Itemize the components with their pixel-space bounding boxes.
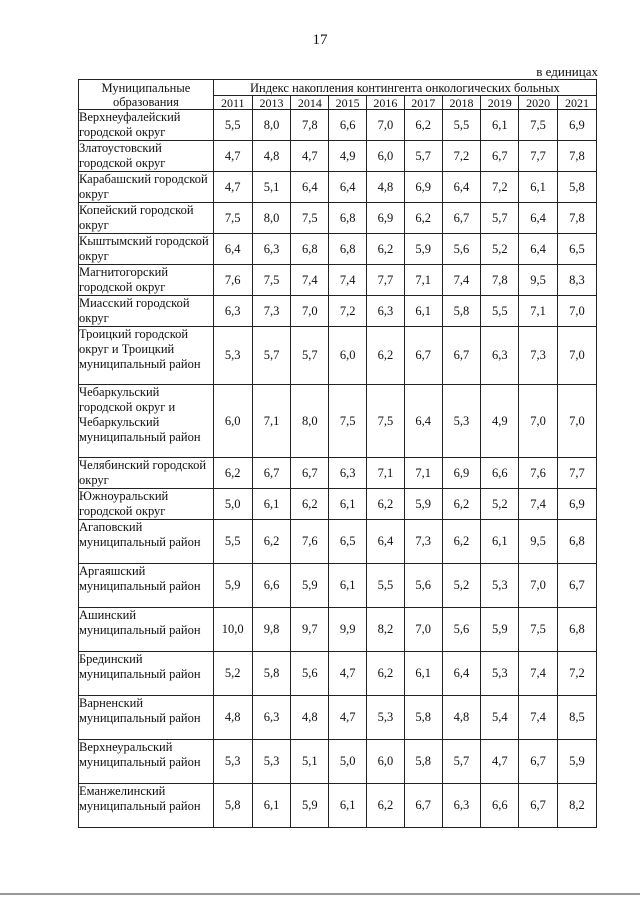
index-value: 4,9	[329, 141, 367, 172]
index-value: 6,8	[291, 234, 329, 265]
header-year: 2021	[557, 96, 596, 110]
index-value: 6,1	[252, 489, 291, 520]
table-row	[79, 652, 597, 696]
index-value: 5,0	[329, 740, 367, 784]
index-value: 6,3	[481, 327, 519, 385]
municipality-name: Кыштымский городской округ	[79, 234, 214, 265]
index-value: 6,8	[557, 520, 596, 564]
index-value: 7,0	[404, 608, 442, 652]
header-year: 2019	[481, 96, 519, 110]
index-value: 6,2	[367, 784, 405, 828]
index-value: 7,7	[557, 458, 596, 489]
index-value: 6,2	[252, 520, 291, 564]
index-value: 7,8	[557, 203, 596, 234]
table-row	[79, 234, 597, 265]
oncology-index-table	[78, 79, 597, 828]
municipality-name: Еманжелинский муниципальный район	[79, 784, 214, 828]
index-value: 6,2	[367, 652, 405, 696]
index-value: 4,8	[291, 696, 329, 740]
index-value: 7,7	[519, 141, 558, 172]
index-value: 5,6	[291, 652, 329, 696]
table-row	[79, 489, 597, 520]
index-value: 8,2	[557, 784, 596, 828]
index-value: 8,0	[252, 110, 291, 141]
index-value: 6,2	[291, 489, 329, 520]
index-value: 10,0	[213, 608, 252, 652]
index-value: 6,2	[367, 327, 405, 385]
index-value: 5,9	[213, 564, 252, 608]
table-row	[79, 458, 597, 489]
municipality-name: Карабашский городской округ	[79, 172, 214, 203]
index-value: 5,7	[481, 203, 519, 234]
index-value: 6,8	[557, 608, 596, 652]
index-value: 7,5	[252, 265, 291, 296]
index-value: 9,7	[291, 608, 329, 652]
table-row	[79, 696, 597, 740]
index-value: 6,7	[519, 784, 558, 828]
index-value: 6,0	[213, 385, 252, 458]
index-value: 6,8	[329, 203, 367, 234]
index-value: 7,6	[519, 458, 558, 489]
table-row	[79, 110, 597, 141]
index-value: 4,8	[213, 696, 252, 740]
index-value: 5,3	[481, 652, 519, 696]
index-value: 6,4	[291, 172, 329, 203]
index-value: 7,1	[252, 385, 291, 458]
index-value: 5,5	[213, 110, 252, 141]
municipality-name: Чебаркульский городской округ и Чебаркульский муниципальный район	[79, 385, 214, 458]
header-year: 2018	[442, 96, 481, 110]
index-value: 7,2	[442, 141, 481, 172]
index-value: 5,9	[291, 784, 329, 828]
index-value: 6,9	[442, 458, 481, 489]
index-value: 6,4	[367, 520, 405, 564]
index-value: 6,0	[367, 740, 405, 784]
index-value: 6,4	[519, 203, 558, 234]
index-value: 8,3	[557, 265, 596, 296]
municipality-name: Аргаяшский муниципальный район	[79, 564, 214, 608]
table-row	[79, 327, 597, 385]
index-value: 7,1	[404, 458, 442, 489]
index-value: 7,0	[557, 385, 596, 458]
index-value: 5,5	[442, 110, 481, 141]
index-value: 5,6	[442, 608, 481, 652]
index-value: 5,8	[442, 296, 481, 327]
table-body	[79, 110, 597, 828]
index-value: 6,1	[519, 172, 558, 203]
index-value: 7,5	[213, 203, 252, 234]
table-row	[79, 784, 597, 828]
index-value: 5,3	[442, 385, 481, 458]
index-value: 5,7	[404, 141, 442, 172]
index-value: 6,3	[442, 784, 481, 828]
index-value: 7,1	[519, 296, 558, 327]
header-index: Индекс накопления контингента онкологических больных	[213, 80, 596, 96]
index-value: 5,2	[442, 564, 481, 608]
table-row	[79, 265, 597, 296]
municipality-name: Брединский муниципальный район	[79, 652, 214, 696]
index-value: 6,6	[481, 784, 519, 828]
header-year: 2011	[213, 96, 252, 110]
index-value: 5,8	[404, 740, 442, 784]
index-value: 4,9	[481, 385, 519, 458]
index-value: 6,7	[404, 784, 442, 828]
index-value: 7,4	[519, 696, 558, 740]
municipality-name: Верхнеуфалейский городской округ	[79, 110, 214, 141]
index-value: 6,1	[329, 564, 367, 608]
index-value: 6,7	[442, 203, 481, 234]
index-value: 6,2	[213, 458, 252, 489]
index-value: 5,3	[252, 740, 291, 784]
header-municipality: Муниципальные образования	[79, 80, 214, 110]
index-value: 9,5	[519, 520, 558, 564]
index-value: 6,5	[557, 234, 596, 265]
index-value: 8,5	[557, 696, 596, 740]
index-value: 6,2	[404, 203, 442, 234]
index-value: 6,9	[404, 172, 442, 203]
municipality-name: Ашинский муниципальный район	[79, 608, 214, 652]
index-value: 6,7	[481, 141, 519, 172]
index-value: 5,4	[481, 696, 519, 740]
index-value: 6,7	[252, 458, 291, 489]
municipality-name: Магнитогорский городской округ	[79, 265, 214, 296]
units-label: в единицах	[536, 64, 598, 79]
index-value: 7,4	[329, 265, 367, 296]
index-value: 4,7	[291, 141, 329, 172]
header-year: 2016	[367, 96, 405, 110]
index-value: 7,4	[291, 265, 329, 296]
index-value: 5,9	[291, 564, 329, 608]
table-row	[79, 203, 597, 234]
index-value: 5,9	[404, 234, 442, 265]
index-value: 5,9	[481, 608, 519, 652]
index-value: 7,5	[329, 385, 367, 458]
index-value: 7,0	[519, 564, 558, 608]
index-value: 5,7	[252, 327, 291, 385]
index-value: 6,7	[404, 327, 442, 385]
index-value: 6,3	[252, 696, 291, 740]
municipality-name: Копейский городской округ	[79, 203, 214, 234]
table-row	[79, 385, 597, 458]
index-value: 8,0	[252, 203, 291, 234]
index-value: 4,7	[329, 652, 367, 696]
index-value: 7,0	[291, 296, 329, 327]
table-row	[79, 740, 597, 784]
table-row	[79, 296, 597, 327]
index-value: 7,6	[291, 520, 329, 564]
index-value: 6,8	[329, 234, 367, 265]
municipality-name: Троицкий городской округ и Троицкий муниципальный район	[79, 327, 214, 385]
index-value: 7,0	[557, 327, 596, 385]
municipality-name: Миасский городской округ	[79, 296, 214, 327]
index-value: 5,3	[213, 327, 252, 385]
index-value: 6,2	[404, 110, 442, 141]
index-value: 8,0	[291, 385, 329, 458]
index-value: 6,3	[367, 296, 405, 327]
index-value: 4,8	[252, 141, 291, 172]
index-value: 7,5	[519, 608, 558, 652]
index-value: 7,1	[367, 458, 405, 489]
page-number: 17	[312, 32, 328, 48]
index-value: 7,7	[367, 265, 405, 296]
header-year: 2013	[252, 96, 291, 110]
index-value: 4,7	[213, 141, 252, 172]
header-year: 2014	[291, 96, 329, 110]
index-value: 9,5	[519, 265, 558, 296]
index-value: 7,0	[519, 385, 558, 458]
index-value: 4,8	[442, 696, 481, 740]
index-value: 7,4	[442, 265, 481, 296]
index-value: 7,4	[519, 489, 558, 520]
index-value: 4,7	[481, 740, 519, 784]
municipality-name: Южноуральский городской округ	[79, 489, 214, 520]
index-value: 7,8	[557, 141, 596, 172]
index-value: 6,2	[442, 520, 481, 564]
index-value: 5,7	[291, 327, 329, 385]
index-value: 7,5	[519, 110, 558, 141]
index-value: 6,3	[329, 458, 367, 489]
index-value: 6,0	[367, 141, 405, 172]
index-value: 7,5	[367, 385, 405, 458]
index-value: 6,9	[557, 489, 596, 520]
index-value: 6,2	[442, 489, 481, 520]
index-value: 5,8	[404, 696, 442, 740]
index-value: 5,6	[404, 564, 442, 608]
index-value: 7,1	[404, 265, 442, 296]
footer-divider	[0, 893, 640, 895]
index-value: 6,7	[557, 564, 596, 608]
index-value: 7,3	[404, 520, 442, 564]
index-value: 9,9	[329, 608, 367, 652]
table-row	[79, 520, 597, 564]
index-value: 9,8	[252, 608, 291, 652]
index-value: 6,7	[519, 740, 558, 784]
header-year: 2017	[404, 96, 442, 110]
index-value: 6,1	[481, 520, 519, 564]
index-value: 5,0	[213, 489, 252, 520]
index-value: 6,7	[291, 458, 329, 489]
index-value: 7,2	[557, 652, 596, 696]
index-value: 6,1	[404, 296, 442, 327]
index-value: 6,6	[329, 110, 367, 141]
index-value: 6,6	[252, 564, 291, 608]
index-value: 5,5	[213, 520, 252, 564]
index-value: 5,2	[213, 652, 252, 696]
table-row	[79, 608, 597, 652]
index-value: 6,0	[329, 327, 367, 385]
index-value: 4,7	[329, 696, 367, 740]
index-value: 6,4	[404, 385, 442, 458]
index-value: 5,8	[213, 784, 252, 828]
index-value: 7,5	[291, 203, 329, 234]
index-value: 5,3	[213, 740, 252, 784]
index-value: 5,3	[481, 564, 519, 608]
index-value: 6,9	[367, 203, 405, 234]
index-value: 7,8	[291, 110, 329, 141]
table-row	[79, 141, 597, 172]
index-value: 7,6	[213, 265, 252, 296]
index-value: 5,3	[367, 696, 405, 740]
index-value: 5,2	[481, 489, 519, 520]
index-value: 5,8	[252, 652, 291, 696]
table-row	[79, 564, 597, 608]
municipality-name: Верхнеуральский муниципальный район	[79, 740, 214, 784]
index-value: 4,8	[367, 172, 405, 203]
index-value: 7,3	[519, 327, 558, 385]
index-value: 6,7	[442, 327, 481, 385]
index-value: 5,1	[291, 740, 329, 784]
index-value: 6,1	[404, 652, 442, 696]
index-value: 6,4	[213, 234, 252, 265]
index-value: 7,2	[481, 172, 519, 203]
index-value: 4,7	[213, 172, 252, 203]
municipality-name: Челябинский городской округ	[79, 458, 214, 489]
table-row	[79, 172, 597, 203]
index-value: 7,3	[252, 296, 291, 327]
index-value: 5,7	[442, 740, 481, 784]
index-value: 6,1	[329, 489, 367, 520]
index-value: 6,1	[329, 784, 367, 828]
index-value: 5,9	[404, 489, 442, 520]
municipality-name: Агаповский муниципальный район	[79, 520, 214, 564]
index-value: 5,5	[367, 564, 405, 608]
index-value: 5,2	[481, 234, 519, 265]
index-value: 6,1	[252, 784, 291, 828]
index-value: 6,9	[557, 110, 596, 141]
index-value: 6,2	[367, 234, 405, 265]
index-value: 5,9	[557, 740, 596, 784]
index-value: 5,1	[252, 172, 291, 203]
index-value: 5,5	[481, 296, 519, 327]
municipality-name: Златоустовский городской округ	[79, 141, 214, 172]
index-value: 5,8	[557, 172, 596, 203]
index-value: 7,4	[519, 652, 558, 696]
index-value: 6,6	[481, 458, 519, 489]
index-value: 5,6	[442, 234, 481, 265]
index-value: 7,8	[481, 265, 519, 296]
index-value: 7,0	[367, 110, 405, 141]
index-value: 6,1	[481, 110, 519, 141]
index-value: 8,2	[367, 608, 405, 652]
index-value: 6,4	[442, 172, 481, 203]
index-value: 6,4	[329, 172, 367, 203]
index-value: 6,3	[252, 234, 291, 265]
index-value: 7,0	[557, 296, 596, 327]
index-value: 6,4	[442, 652, 481, 696]
index-value: 6,5	[329, 520, 367, 564]
index-value: 7,2	[329, 296, 367, 327]
header-year: 2020	[519, 96, 558, 110]
header-year: 2015	[329, 96, 367, 110]
municipality-name: Варненский муниципальный район	[79, 696, 214, 740]
index-value: 6,4	[519, 234, 558, 265]
index-value: 6,3	[213, 296, 252, 327]
index-value: 6,2	[367, 489, 405, 520]
